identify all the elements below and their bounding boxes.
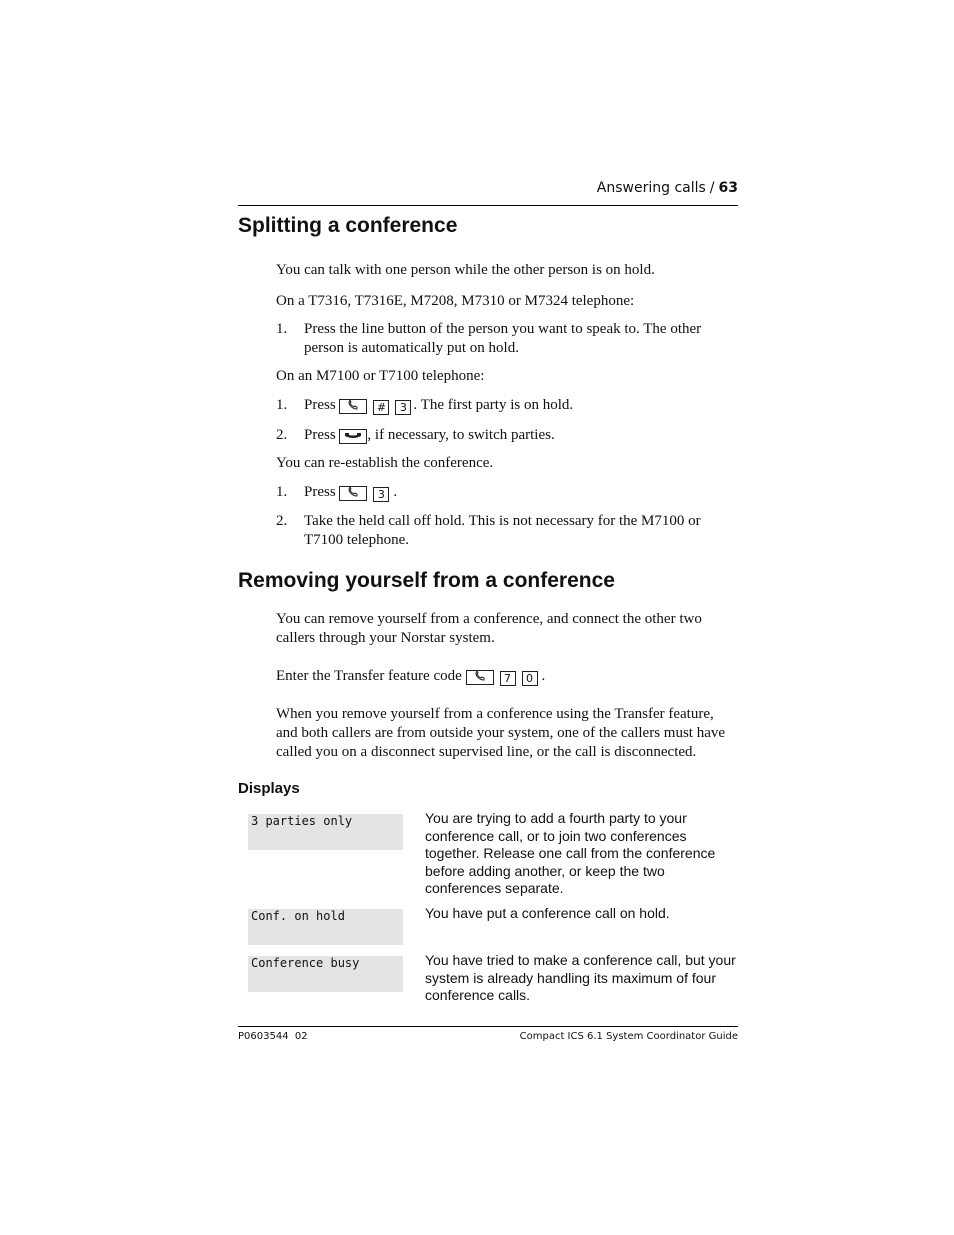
lcd-display	[248, 956, 403, 992]
m71-step-2	[276, 426, 738, 445]
transfer-text: Enter the Transfer feature code	[276, 668, 462, 684]
footer-guide-title: Compact ICS 6.1 System Coordinator Guide	[519, 1031, 738, 1042]
release-key-icon	[339, 429, 367, 444]
display-description: You have tried to make a conference call, but your system is already handling its maximum of four conference calls.	[425, 952, 736, 1003]
removing-heading: Removing yourself from a conference	[238, 569, 615, 592]
step-press: Press	[304, 427, 336, 443]
running-header	[238, 180, 738, 196]
lcd-display	[248, 814, 403, 850]
feature-key-icon	[339, 399, 367, 414]
lcd-display	[248, 909, 403, 945]
header-section: Answering calls	[596, 180, 706, 196]
transfer-end: .	[541, 668, 546, 684]
step-text: Take the held call off hold. This is not necessary for the M7100 or T7100 telephone.	[304, 513, 701, 548]
header-rule	[238, 205, 738, 206]
removing-note: When you remove yourself from a conference using the Transfer feature, and both callers are from outside your system, one of the callers must have called you on a disconnect supervised line, or the call is disconnected.	[276, 706, 726, 760]
m7-step-1	[276, 320, 738, 358]
step-number: 2.	[276, 513, 288, 529]
lcd-text: Conference busy	[251, 956, 360, 970]
m7-intro: On a T7316, T7316E, M7208, M7310 or M7324 telephone:	[276, 293, 635, 309]
splitting-heading: Splitting a conference	[238, 214, 458, 237]
key-7: 7	[500, 671, 516, 686]
display-description: You have put a conference call on hold.	[425, 905, 670, 921]
step-press: Press	[304, 397, 336, 413]
key-hash: #	[373, 400, 389, 415]
footer-doc-number: P0603544 02	[238, 1031, 308, 1042]
reestablish-intro: You can re-establish the conference.	[276, 455, 494, 471]
document-page	[238, 0, 738, 1235]
removing-intro: You can remove yourself from a conference, and connect the other two callers through your Norstar system.	[276, 611, 702, 646]
key-3: 3	[373, 487, 389, 502]
step-number: 1.	[276, 397, 288, 413]
reestablish-step-1	[276, 483, 738, 502]
lcd-text: 3 parties only	[251, 814, 353, 828]
display-description: You are trying to add a fourth party to your conference call, or to join two conferences together. Release one call from the conference before adding another, or keep the two conferences separate.	[425, 810, 716, 896]
step-text: . The first party is on hold.	[413, 397, 574, 413]
key-3: 3	[395, 400, 411, 415]
displays-heading: Displays	[238, 780, 300, 797]
feature-key-icon	[466, 670, 494, 685]
splitting-intro: You can talk with one person while the other person is on hold.	[276, 262, 655, 278]
feature-key-icon	[339, 486, 367, 501]
header-separator: /	[709, 180, 715, 196]
reestablish-step-2	[276, 512, 738, 550]
m71-intro: On an M7100 or T7100 telephone:	[276, 368, 485, 384]
step-text: .	[393, 484, 398, 500]
step-number: 2.	[276, 427, 288, 443]
transfer-instruction	[276, 667, 738, 686]
footer-rule	[238, 1026, 738, 1027]
lcd-text: Conf. on hold	[251, 909, 345, 923]
m71-step-1	[276, 396, 738, 415]
step-number: 1.	[276, 321, 288, 337]
step-press: Press	[304, 484, 336, 500]
step-text: , if necessary, to switch parties.	[367, 427, 555, 443]
header-page-number: 63	[718, 180, 738, 196]
key-0: 0	[522, 671, 538, 686]
step-text: Press the line button of the person you want to speak to. The other person is automatically put on hold.	[304, 321, 702, 356]
step-number: 1.	[276, 484, 288, 500]
